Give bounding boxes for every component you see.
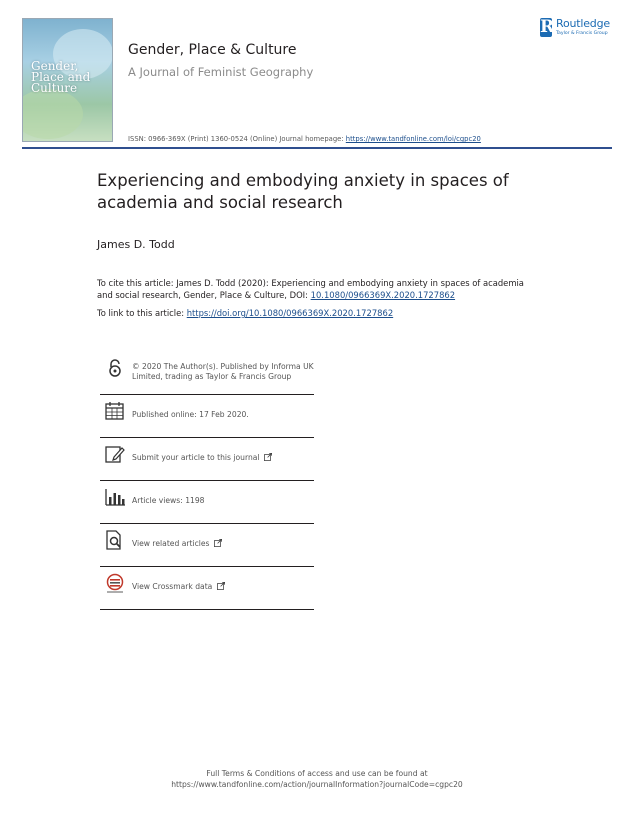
article-doi-url-link[interactable]: https://doi.org/10.1080/0966369X.2020.1727862: [186, 308, 394, 318]
related-articles-icon: [104, 530, 126, 550]
article-link-line: [97, 308, 393, 318]
journal-homepage-link[interactable]: https://www.tandfonline.com/loi/cgpc20: [345, 135, 481, 143]
publisher-logo[interactable]: [540, 17, 620, 41]
issn-text: ISSN: 0966-369X (Print) 1360-0524 (Online) Journal homepage:: [128, 135, 346, 143]
article-info-panel: [100, 352, 314, 610]
citation-block: [97, 277, 537, 301]
external-link-icon: [217, 582, 225, 590]
info-row-submit[interactable]: [100, 438, 314, 481]
cite-text: James D. Todd (2020): Experiencing and embodying anxiety in spaces of academia and social research, Gender, Place & Culture, DOI:: [97, 278, 524, 300]
routledge-logo-icon: R: [540, 17, 555, 37]
license-text: © 2020 The Author(s). Published by Informa UK Limited, trading as Taylor & Francis Group: [132, 362, 314, 381]
related-articles-link[interactable]: [132, 539, 314, 549]
crossmark-icon: [104, 573, 126, 593]
doi-link[interactable]: 10.1080/0966369X.2020.1727862: [310, 290, 456, 300]
journal-cover-image: [22, 18, 113, 142]
related-articles-label: View related articles: [132, 539, 210, 548]
open-access-icon: [104, 358, 126, 378]
terms-text: Full Terms & Conditions of access and use can be found at: [206, 769, 428, 778]
calendar-icon: [104, 401, 126, 421]
terms-url-link[interactable]: https://www.tandfonline.com/action/journalInformation?journalCode=cgpc20: [171, 780, 463, 789]
journal-title: Gender, Place & Culture: [128, 42, 297, 58]
terms-footer: [0, 768, 634, 790]
info-row-license: [100, 352, 314, 395]
submit-article-icon: [104, 444, 126, 464]
issn-line: [128, 135, 481, 143]
publisher-name: Routledge: [556, 17, 610, 30]
cover-decoration: [22, 89, 83, 139]
article-title: Experiencing and embodying anxiety in spaces of academia and social research: [97, 171, 509, 212]
header-divider: [22, 147, 612, 149]
cite-label: To cite this article:: [97, 278, 174, 288]
external-link-icon: [264, 453, 272, 461]
info-row-related[interactable]: [100, 524, 314, 567]
info-row-views: [100, 481, 314, 524]
external-link-icon: [214, 539, 222, 547]
submit-article-label: Submit your article to this journal: [132, 453, 260, 462]
cover-title: Gender, Place and Culture: [31, 59, 91, 95]
submit-article-link[interactable]: [132, 453, 314, 463]
info-row-crossmark[interactable]: [100, 567, 314, 610]
bar-chart-icon: [104, 487, 126, 507]
published-date-text: Published online: 17 Feb 2020.: [132, 410, 249, 419]
journal-subtitle: A Journal of Feminist Geography: [128, 65, 314, 79]
article-views-text: Article views: 1198: [132, 496, 205, 505]
crossmark-link[interactable]: [132, 582, 314, 592]
info-row-published: [100, 395, 314, 438]
article-author: James D. Todd: [97, 238, 175, 251]
publisher-tagline: Taylor & Francis Group: [556, 31, 608, 36]
link-label: To link to this article:: [97, 308, 187, 318]
crossmark-label: View Crossmark data: [132, 582, 213, 591]
